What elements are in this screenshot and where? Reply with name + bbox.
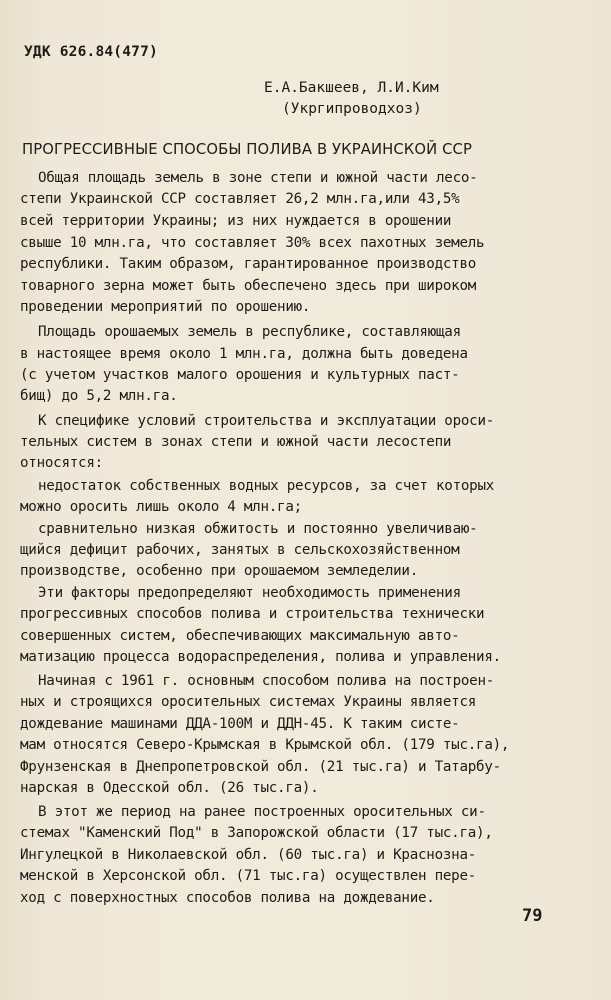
body-line: Общая площадь земель в зоне степи и южной части лесо- bbox=[38, 170, 478, 186]
body-line: сравнительно низкая обжитость и постоянно увеличиваю- bbox=[38, 521, 478, 537]
body-line: совершенных систем, обеспечивающих максимальную авто- bbox=[20, 628, 460, 644]
body-line: в настоящее время около 1 млн.га, должна быть доведена bbox=[20, 346, 468, 362]
page-number: 79 bbox=[522, 906, 543, 926]
body-line: нарская в Одесской обл. (26 тыс.га). bbox=[20, 780, 319, 796]
body-line: Эти факторы предопределяют необходимость применения bbox=[38, 585, 461, 601]
body-line: всей территории Украины; из них нуждается в орошении bbox=[20, 213, 452, 229]
body-line: недостаток собственных водных ресурсов, за счет которых bbox=[38, 478, 495, 494]
body-line: тельных систем в зонах степи и южной части лесостепи bbox=[20, 434, 452, 450]
body-line: республики. Таким образом, гарантированное производство bbox=[20, 256, 477, 272]
body-line: ных и строящихся оросительных системах Украины является bbox=[20, 694, 477, 710]
body-line: степи Украинской ССР составляет 26,2 млн.га,или 43,5% bbox=[20, 191, 460, 207]
body-line: относятся: bbox=[20, 455, 103, 471]
body-line: можно оросить лишь около 4 млн.га; bbox=[20, 499, 302, 515]
body-line: мам относятся Северо-Крымская в Крымской обл. (179 тыс.га), bbox=[20, 737, 510, 753]
organization: (Укргипроводхоз) bbox=[282, 101, 422, 117]
body-line: бищ) до 5,2 млн.га. bbox=[20, 388, 178, 404]
body-line: товарного зерна может быть обеспечено здесь при широком bbox=[20, 278, 477, 294]
body-line: стемах "Каменский Под" в Запорожской области (17 тыс.га), bbox=[20, 825, 493, 841]
body-line: прогрессивных способов полива и строительства технически bbox=[20, 606, 485, 622]
body-line: щийся дефицит рабочих, занятых в сельскохозяйственном bbox=[20, 542, 460, 558]
body-line: Начиная с 1961 г. основным способом полива на построен- bbox=[38, 673, 495, 689]
udk-code: УДК 626.84(477) bbox=[24, 44, 158, 60]
body-line: В этот же период на ранее построенных оросительных си- bbox=[38, 804, 486, 820]
body-line: дождевание машинами ДДА-100М и ДДН-45. К таким систе- bbox=[20, 716, 460, 732]
body-line: Фрунзенская в Днепропетровской обл. (21 тыс.га) и Татарбу- bbox=[20, 759, 501, 775]
body-line: матизацию процесса водораспределения, полива и управления. bbox=[20, 649, 501, 665]
body-line: Площадь орошаемых земель в республике, составляющая bbox=[38, 324, 461, 340]
body-line: Ингулецкой в Николаевской обл. (60 тыс.га) и Краснозна- bbox=[20, 847, 477, 863]
body-line: свыше 10 млн.га, что составляет 30% всех пахотных земель bbox=[20, 235, 485, 251]
article-title: ПРОГРЕССИВНЫЕ СПОСОБЫ ПОЛИВА В УКРАИНСКОЙ ССР bbox=[22, 141, 473, 158]
body-line: менской в Херсонской обл. (71 тыс.га) осуществлен пере- bbox=[20, 868, 477, 884]
body-line: К специфике условий строительства и эксплуатации ороси- bbox=[38, 413, 495, 429]
body-line: (с учетом участков малого орошения и культурных паст- bbox=[20, 367, 460, 383]
body-line: ход с поверхностных способов полива на дождевание. bbox=[20, 890, 435, 906]
body-line: производстве, особенно при орошаемом земледелии. bbox=[20, 563, 418, 579]
body-line: проведении мероприятий по орошению. bbox=[20, 299, 311, 315]
authors: Е.А.Бакшеев, Л.И.Ким bbox=[264, 80, 439, 96]
